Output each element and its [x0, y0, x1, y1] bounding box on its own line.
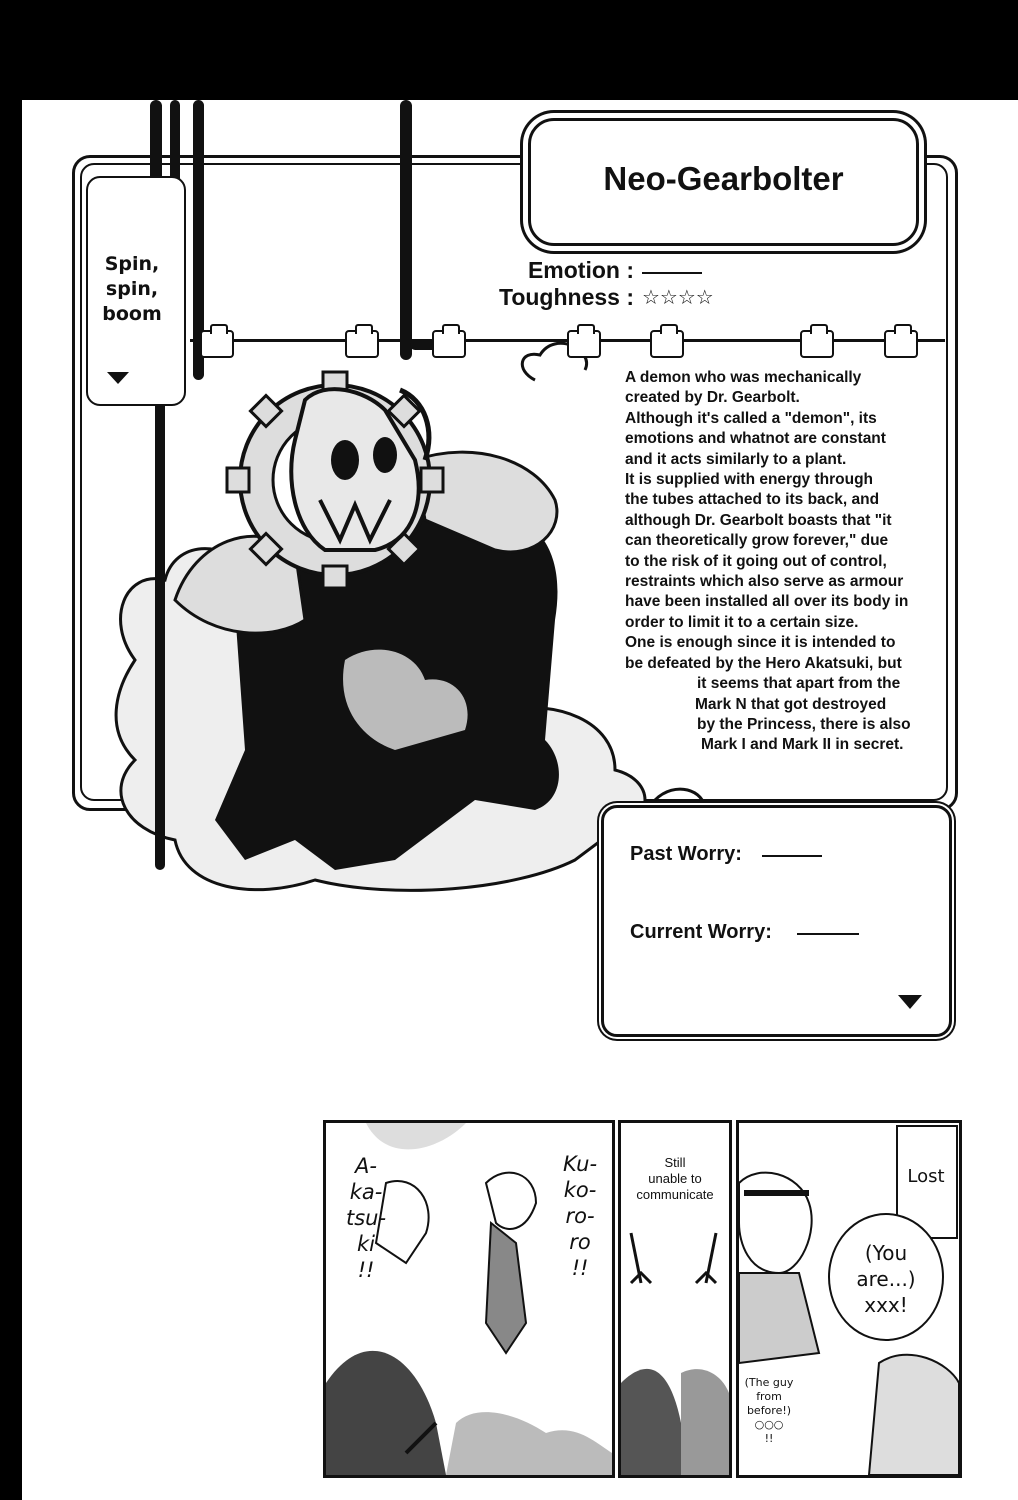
- whisper-line: before!): [746, 1404, 792, 1417]
- lost-caption: Lost: [907, 1166, 945, 1187]
- emotion-value-line: [642, 272, 702, 274]
- rail-clip: [650, 330, 684, 358]
- speech-bubble-text: [836, 1240, 936, 1318]
- description-line: the tubes attached to its back, and: [625, 491, 880, 509]
- whisper-line: ○○○: [754, 1418, 784, 1431]
- panel-2-caption: [621, 1155, 729, 1203]
- side-speech-line: spin,: [105, 278, 159, 300]
- current-worry-value-line: [797, 933, 859, 935]
- caption-line: communicate: [636, 1187, 714, 1202]
- shout-line: Ku-: [562, 1152, 598, 1176]
- panel-3-whisper: [738, 1376, 800, 1446]
- side-next-arrow-icon: [107, 372, 129, 384]
- shout-line: !!: [571, 1256, 589, 1280]
- panel-1-shout-left: [336, 1153, 396, 1283]
- description-line: emotions and whatnot are constant: [625, 430, 886, 448]
- description-line: have been installed all over its body in: [625, 593, 909, 611]
- bubble-line: xxx!: [864, 1293, 908, 1317]
- comic-panel-1: [323, 1120, 615, 1478]
- shout-line: tsu-: [345, 1206, 387, 1230]
- shout-line: ka-: [349, 1180, 383, 1204]
- energy-tube: [400, 100, 412, 360]
- whisper-line: !!: [764, 1432, 774, 1445]
- emotion-label: Emotion :: [527, 257, 634, 283]
- current-worry-label: Current Worry:: [630, 921, 772, 943]
- description-line: it seems that apart from the: [697, 675, 901, 693]
- side-speech-line: boom: [102, 303, 162, 325]
- rail-clip: [800, 330, 834, 358]
- description-line: Mark I and Mark II in secret.: [701, 736, 904, 754]
- energy-tube: [155, 390, 165, 870]
- rail-clip: [432, 330, 466, 358]
- description-line: One is enough since it is intended to: [625, 634, 896, 652]
- description-line: Although it's called a "demon", its: [625, 409, 877, 427]
- description-line: although Dr. Gearbolt boasts that "it: [625, 511, 892, 529]
- description-line: and it acts similarly to a plant.: [625, 450, 847, 468]
- side-speech-text: [92, 252, 172, 327]
- character-description: [625, 368, 945, 756]
- shout-line: A-: [355, 1154, 377, 1178]
- toughness-stars: ☆☆☆☆: [642, 285, 714, 309]
- rail-clip: [567, 330, 601, 358]
- shout-line: ro-: [565, 1204, 595, 1228]
- side-speech-line: Spin,: [104, 253, 160, 275]
- whisper-line: (The guy: [744, 1376, 794, 1389]
- comic-panel-2: [618, 1120, 732, 1478]
- caption-line: unable to: [648, 1171, 702, 1186]
- description-line: by the Princess, there is also: [697, 715, 911, 733]
- shout-line: ki: [357, 1232, 375, 1256]
- character-name: Neo-Gearbolter: [603, 160, 844, 197]
- toughness-label: Toughness :: [498, 284, 634, 310]
- shout-line: !!: [357, 1258, 375, 1282]
- rail-clip: [200, 330, 234, 358]
- description-line: created by Dr. Gearbolt.: [625, 389, 800, 407]
- description-line: be defeated by the Hero Akatsuki, but: [625, 654, 902, 672]
- worry-next-arrow-icon: [898, 995, 922, 1009]
- description-line: to the risk of it going out of control,: [625, 552, 887, 570]
- description-line: Mark N that got destroyed: [695, 695, 887, 713]
- shout-line: ko-: [563, 1178, 597, 1202]
- caption-line: Still: [664, 1155, 686, 1170]
- description-line: A demon who was mechanically: [625, 369, 862, 386]
- bubble-line: (You: [864, 1241, 908, 1265]
- rail-clip: [884, 330, 918, 358]
- rail-clip: [345, 330, 379, 358]
- past-worry-value-line: [762, 855, 822, 857]
- description-line: order to limit it to a certain size.: [625, 613, 859, 631]
- description-line: It is supplied with energy through: [625, 471, 874, 489]
- bubble-line: are...): [856, 1267, 916, 1291]
- shout-line: ro: [569, 1230, 591, 1254]
- past-worry-label: Past Worry:: [630, 843, 742, 865]
- panel-1-shout-right: [552, 1151, 608, 1281]
- description-line: can theoretically grow forever," due: [625, 532, 889, 550]
- description-line: restraints which also serve as armour: [625, 573, 904, 591]
- whisper-line: from: [756, 1390, 782, 1403]
